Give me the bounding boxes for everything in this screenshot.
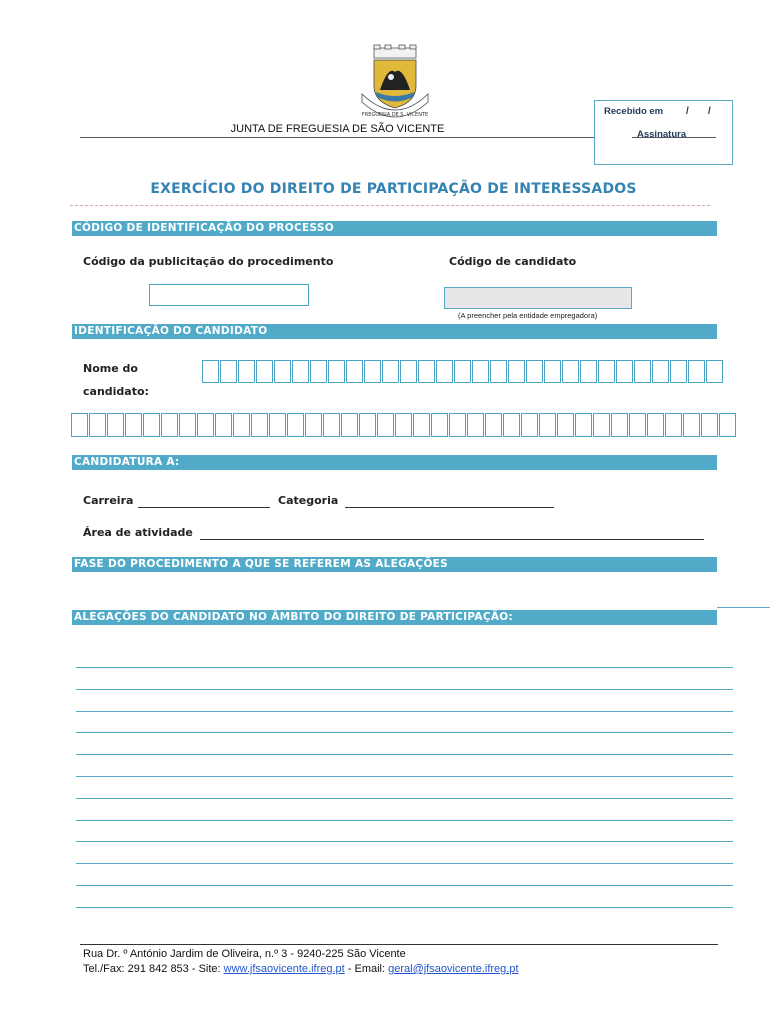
activity-area-field[interactable]	[200, 539, 704, 540]
name-char-cell[interactable]	[274, 360, 291, 383]
name-char-cell[interactable]	[143, 413, 160, 437]
name-char-cell[interactable]	[485, 413, 502, 437]
allegation-line[interactable]	[76, 885, 733, 886]
header-divider	[80, 137, 595, 138]
name-char-cell[interactable]	[359, 413, 376, 437]
name-char-cell[interactable]	[71, 413, 88, 437]
name-char-cell[interactable]	[652, 360, 669, 383]
name-char-cell[interactable]	[364, 360, 381, 383]
name-char-cell[interactable]	[238, 360, 255, 383]
name-char-cell[interactable]	[269, 413, 286, 437]
allegation-line[interactable]	[76, 798, 733, 799]
name-char-cell[interactable]	[557, 413, 574, 437]
name-char-cell[interactable]	[706, 360, 723, 383]
name-char-cell[interactable]	[125, 413, 142, 437]
name-char-cell[interactable]	[593, 413, 610, 437]
footer-divider	[80, 944, 718, 945]
name-char-cell[interactable]	[629, 413, 646, 437]
name-char-cell[interactable]	[197, 413, 214, 437]
name-char-cell[interactable]	[305, 413, 322, 437]
footer-address: Rua Dr. º António Jardim de Oliveira, n.º 3 - 9240-225 São Vicente	[83, 948, 406, 960]
received-date-label: Recebido em	[604, 106, 664, 117]
section-procedure-phase: FASE DO PROCEDIMENTO A QUE SE REFEREM AS ALEGAÇÕES	[72, 557, 717, 572]
allegation-line[interactable]	[76, 863, 733, 864]
date-separator: /	[686, 106, 689, 117]
candidate-code-label: Código de candidato	[449, 255, 577, 268]
name-char-cell[interactable]	[215, 413, 232, 437]
category-field[interactable]	[345, 507, 554, 508]
name-char-cell[interactable]	[472, 360, 489, 383]
organization-name: JUNTA DE FREGUESIA DE SÃO VICENTE	[230, 123, 445, 135]
name-char-cell[interactable]	[377, 413, 394, 437]
parish-coat-of-arms	[358, 44, 432, 122]
name-char-cell[interactable]	[179, 413, 196, 437]
name-char-cell[interactable]	[418, 360, 435, 383]
name-char-cell[interactable]	[521, 413, 538, 437]
allegation-line[interactable]	[76, 907, 733, 908]
name-char-cell[interactable]	[220, 360, 237, 383]
career-field[interactable]	[138, 507, 270, 508]
name-char-cell[interactable]	[670, 360, 687, 383]
name-char-cell[interactable]	[701, 413, 718, 437]
candidate-code-input[interactable]	[444, 287, 632, 309]
allegation-line[interactable]	[76, 776, 733, 777]
name-char-cell[interactable]	[436, 360, 453, 383]
name-char-cell[interactable]	[467, 413, 484, 437]
footer-contacts	[83, 963, 519, 975]
publication-code-label: Código da publicitação do procedimento	[83, 255, 334, 268]
name-char-cell[interactable]	[328, 360, 345, 383]
name-char-cell[interactable]	[539, 413, 556, 437]
activity-area-label: Área de atividade	[83, 526, 193, 539]
name-char-cell[interactable]	[413, 413, 430, 437]
candidate-name-cells-row1[interactable]	[202, 360, 724, 383]
name-char-cell[interactable]	[89, 413, 106, 437]
candidate-code-note: (A preencher pela entidade empregadora)	[458, 311, 598, 320]
name-char-cell[interactable]	[292, 360, 309, 383]
name-char-cell[interactable]	[287, 413, 304, 437]
name-char-cell[interactable]	[256, 360, 273, 383]
section-allegations: ALEGAÇÕES DO CANDIDATO NO ÂMBITO DO DIREITO DE PARTICIPAÇÃO:	[72, 610, 717, 625]
category-label: Categoria	[278, 494, 339, 507]
name-char-cell[interactable]	[688, 360, 705, 383]
date-separator: /	[708, 106, 711, 117]
name-char-cell[interactable]	[490, 360, 507, 383]
allegation-line[interactable]	[76, 754, 733, 755]
name-char-cell[interactable]	[161, 413, 178, 437]
name-char-cell[interactable]	[683, 413, 700, 437]
candidate-name-cells-row2[interactable]	[71, 413, 737, 437]
name-char-cell[interactable]	[562, 360, 579, 383]
name-char-cell[interactable]	[449, 413, 466, 437]
name-char-cell[interactable]	[634, 360, 651, 383]
candidate-name-label-line2: candidato:	[83, 385, 149, 398]
name-char-cell[interactable]	[107, 413, 124, 437]
signature-label: Assinatura	[637, 129, 687, 140]
name-char-cell[interactable]	[233, 413, 250, 437]
name-char-cell[interactable]	[400, 360, 417, 383]
allegation-line[interactable]	[76, 820, 733, 821]
name-char-cell[interactable]	[508, 360, 525, 383]
name-char-cell[interactable]	[310, 360, 327, 383]
name-char-cell[interactable]	[251, 413, 268, 437]
allegation-line[interactable]	[76, 689, 733, 690]
title-rule	[70, 205, 710, 206]
website-link[interactable]: www.jfsaovicente.ifreg.pt	[223, 963, 345, 975]
allegation-line[interactable]	[76, 732, 733, 733]
allegations-side-rule	[717, 607, 770, 608]
allegation-line[interactable]	[76, 841, 733, 842]
name-char-cell[interactable]	[647, 413, 664, 437]
allegation-line[interactable]	[76, 711, 733, 712]
career-label: Carreira	[83, 494, 134, 507]
name-char-cell[interactable]	[598, 360, 615, 383]
name-char-cell[interactable]	[341, 413, 358, 437]
name-char-cell[interactable]	[346, 360, 363, 383]
name-char-cell[interactable]	[611, 413, 628, 437]
candidate-name-label-line1: Nome do	[83, 362, 138, 375]
name-char-cell[interactable]	[665, 413, 682, 437]
name-char-cell[interactable]	[202, 360, 219, 383]
section-application: CANDIDATURA A:	[72, 455, 717, 470]
section-process-id: CÓDIGO DE IDENTIFICAÇÃO DO PROCESSO	[72, 221, 717, 236]
section-candidate-id: IDENTIFICAÇÃO DO CANDIDATO	[72, 324, 717, 339]
footer-email-prefix: - Email:	[344, 963, 389, 975]
name-char-cell[interactable]	[544, 360, 561, 383]
name-char-cell[interactable]	[580, 360, 597, 383]
name-char-cell[interactable]	[719, 413, 736, 437]
name-char-cell[interactable]	[575, 413, 592, 437]
name-char-cell[interactable]	[323, 413, 340, 437]
name-char-cell[interactable]	[454, 360, 471, 383]
emblem-ribbon-text: FREGUESIA DE S. VICENTE	[361, 112, 429, 118]
footer-phone: Tel./Fax: 291 842 853 - Site:	[83, 963, 224, 975]
name-char-cell[interactable]	[526, 360, 543, 383]
name-char-cell[interactable]	[431, 413, 448, 437]
name-char-cell[interactable]	[616, 360, 633, 383]
document-title: EXERCÍCIO DO DIREITO DE PARTICIPAÇÃO DE INTERESSADOS	[150, 181, 637, 197]
name-char-cell[interactable]	[503, 413, 520, 437]
name-char-cell[interactable]	[395, 413, 412, 437]
publication-code-input[interactable]	[149, 284, 309, 306]
email-link[interactable]: geral@jfsaovicente.ifreg.pt	[388, 963, 519, 975]
name-char-cell[interactable]	[382, 360, 399, 383]
allegation-line[interactable]	[76, 667, 733, 668]
